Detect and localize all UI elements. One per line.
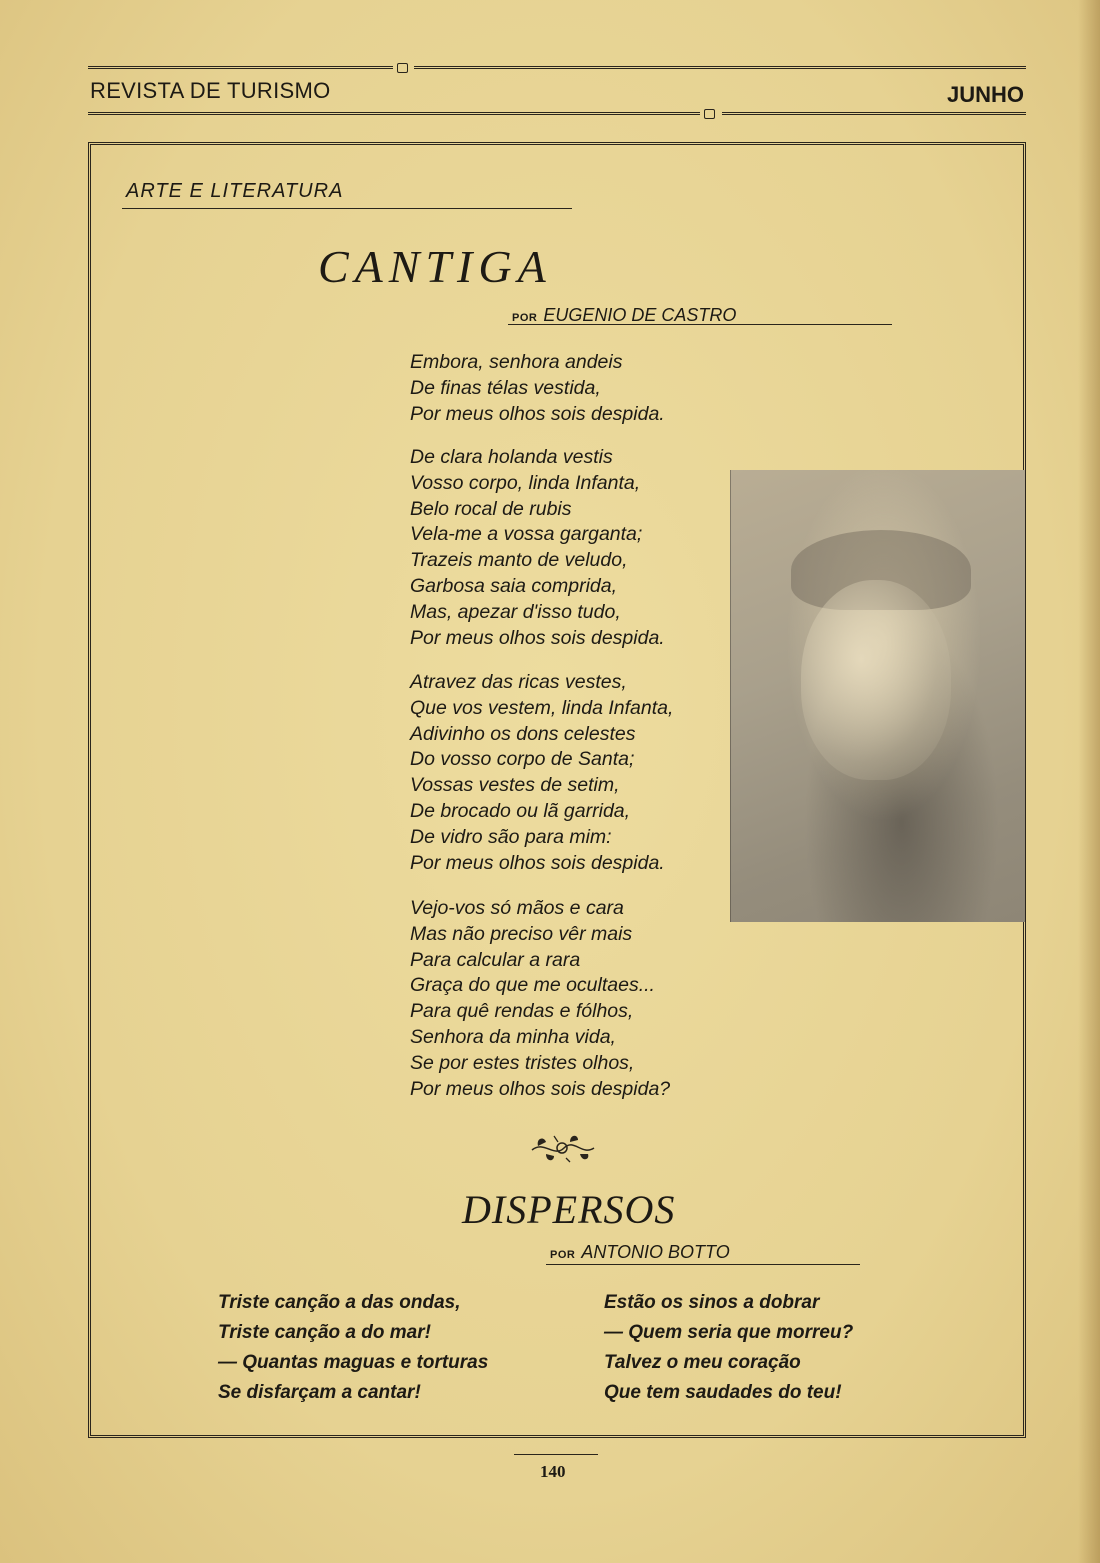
floral-ornament-icon bbox=[524, 1128, 600, 1168]
verse-line: Belo rocal de rubis bbox=[410, 497, 572, 520]
header-bottom-rule-right bbox=[722, 112, 1026, 115]
verse-line: Vosso corpo, linda Infanta, bbox=[410, 471, 641, 494]
byline-dispersos bbox=[550, 1242, 730, 1263]
portrait-face-shading bbox=[801, 580, 951, 780]
verse-line: De brocado ou lã garrida, bbox=[410, 799, 631, 822]
dispersos-left-stanza bbox=[218, 1288, 488, 1408]
verse-line: — Quantas maguas e torturas bbox=[218, 1352, 489, 1373]
verse-line: Que vos vestem, linda Infanta, bbox=[410, 696, 674, 719]
header-top-rule-left bbox=[88, 66, 393, 69]
cantiga-stanza-2 bbox=[410, 445, 740, 651]
dispersos-right-stanza bbox=[604, 1288, 853, 1408]
poem-title-dispersos: DISPERSOS bbox=[462, 1187, 676, 1232]
byline-prefix: POR bbox=[512, 312, 538, 324]
verse-line: De vidro são para mim: bbox=[410, 825, 612, 848]
author-name: EUGENIO DE CASTRO bbox=[543, 305, 737, 325]
verse-line: Por meus olhos sois despida. bbox=[410, 626, 665, 649]
cantiga-stanza-4 bbox=[410, 896, 740, 1102]
verse-line: Se disfarçam a cantar! bbox=[218, 1382, 421, 1403]
verse-line: Graça do que me ocultaes... bbox=[410, 974, 655, 997]
magazine-title: REVISTA DE TURISMO bbox=[90, 78, 331, 103]
verse-line: Do vosso corpo de Santa; bbox=[410, 748, 635, 771]
verse-line: Talvez o meu coração bbox=[604, 1352, 801, 1373]
header-bottom-ornament bbox=[704, 109, 715, 119]
issue-month: JUNHO bbox=[946, 82, 1024, 107]
verse-line: Mas não preciso vêr mais bbox=[410, 922, 633, 945]
page-number-rule bbox=[514, 1454, 598, 1455]
section-title-underline bbox=[122, 208, 572, 209]
byline-rule-dispersos bbox=[546, 1264, 860, 1265]
verse-line: Estão os sinos a dobrar bbox=[604, 1292, 820, 1313]
verse-line: Para quê rendas e fólhos, bbox=[410, 1000, 634, 1023]
verse-line: Vossas vestes de setim, bbox=[410, 774, 620, 797]
cantiga-stanza-3 bbox=[410, 670, 740, 876]
header-top-rule-right bbox=[414, 66, 1026, 69]
verse-line: Trazeis manto de veludo, bbox=[410, 549, 628, 572]
page-number: 140 bbox=[540, 1462, 566, 1481]
verse-line: De clara holanda vestis bbox=[410, 446, 613, 468]
cantiga-stanza-1 bbox=[410, 350, 740, 427]
verse-line: — Quem seria que morreu? bbox=[604, 1322, 854, 1343]
verse-line: Para calcular a rara bbox=[410, 948, 581, 971]
verse-line: Por meus olhos sois despida? bbox=[410, 1077, 671, 1100]
poem-title-cantiga: CANTIGA bbox=[318, 241, 552, 292]
verse-line: Se por estes tristes olhos, bbox=[410, 1051, 635, 1074]
verse-line: Triste canção a das ondas, bbox=[218, 1292, 461, 1313]
verse-line: Por meus olhos sois despida. bbox=[410, 402, 665, 425]
verse-line: Garbosa saia comprida, bbox=[410, 574, 618, 597]
verse-line: Vela-me a vossa garganta; bbox=[410, 523, 643, 546]
verse-line: De finas télas vestida, bbox=[410, 376, 601, 399]
verse-line: Que tem saudades do teu! bbox=[604, 1382, 842, 1403]
verse-line: Triste canção a do mar! bbox=[218, 1322, 431, 1343]
verse-line: Vejo-vos só mãos e cara bbox=[410, 897, 624, 919]
author-name: ANTONIO BOTTO bbox=[581, 1242, 730, 1262]
author-portrait-photo bbox=[730, 470, 1025, 922]
byline-rule-cantiga bbox=[508, 324, 892, 325]
verse-line: Adivinho os dons celestes bbox=[410, 722, 636, 745]
section-title: ARTE E LITERATURA bbox=[126, 180, 344, 202]
verse-line: Atravez das ricas vestes, bbox=[410, 671, 627, 693]
header-bottom-rule-left bbox=[88, 112, 700, 115]
verse-line: Embora, senhora andeis bbox=[410, 351, 623, 373]
header-top-ornament bbox=[397, 63, 408, 73]
byline-cantiga bbox=[512, 305, 736, 326]
byline-prefix: POR bbox=[550, 1249, 576, 1261]
page-edge-shadow bbox=[1078, 0, 1100, 1563]
verse-line: Por meus olhos sois despida. bbox=[410, 851, 665, 874]
verse-line: Mas, apezar d'isso tudo, bbox=[410, 600, 621, 623]
verse-line: Senhora da minha vida, bbox=[410, 1025, 616, 1048]
